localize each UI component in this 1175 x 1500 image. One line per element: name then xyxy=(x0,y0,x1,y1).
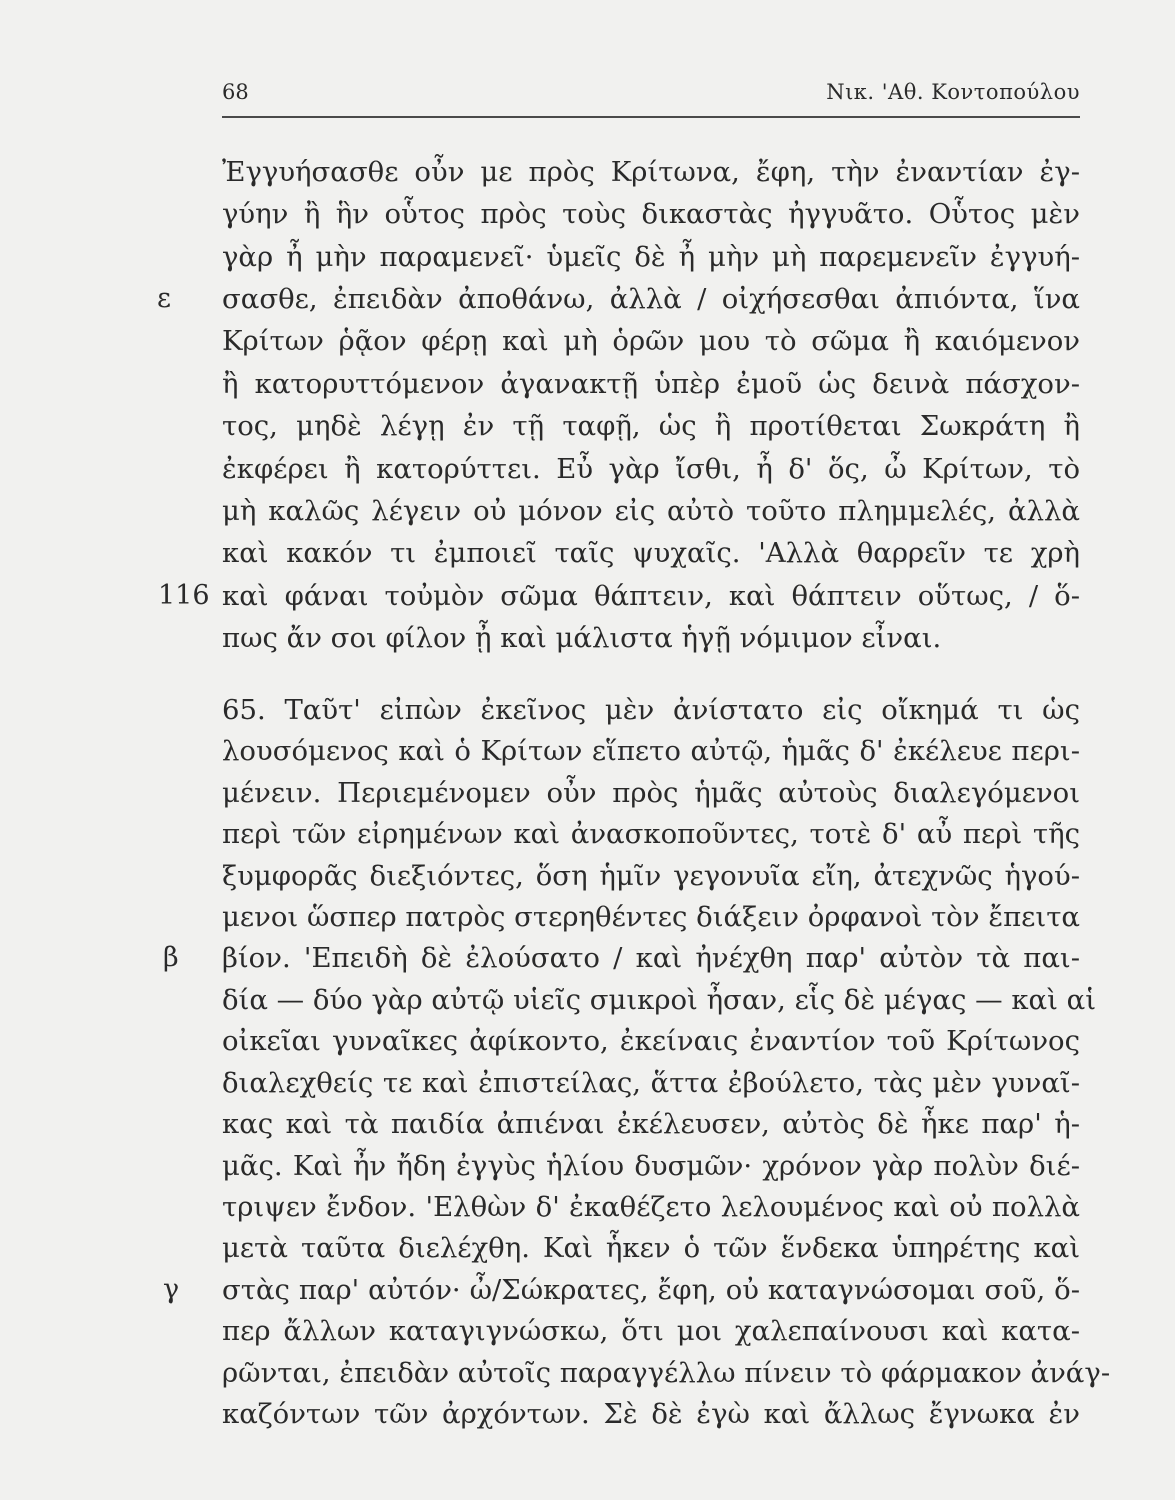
text-line: καὶ κακόν τι ἐμποιεῖ ταῖς ψυχαῖς. 'Αλλὰ θαρρεῖν τε χρὴ xyxy=(222,537,1080,569)
text-line: τριψεν ἔνδον. 'Ελθὼν δ' ἐκαθέζετο λελουμένος καὶ οὐ πολλὰ xyxy=(222,1191,1080,1223)
section-65-first-line: 65. Ταῦτ' εἰπὼν ἐκεῖνος μὲν ἀνίστατο εἰς οἴκημά τι ὡς xyxy=(222,694,1080,726)
text-line: στὰς παρ' αὐτόν· ὦ/Σώκρατες, ἔφη, οὐ καταγνώσομαι σοῦ, ὅ- xyxy=(222,1274,1080,1306)
text-line: διαλεχθείς τε καὶ ἐπιστείλας, ἅττα ἐβούλετο, τὰς μὲν γυναῖ- xyxy=(222,1067,1080,1099)
text-line: τος, μηδὲ λέγῃ ἐν τῇ ταφῇ, ὡς ἢ προτίθεται Σωκράτη ἢ xyxy=(222,410,1080,442)
text-line: ρῶνται, ἐπειδὰν αὐτοῖς παραγγέλλω πίνειν τὸ φάρμακον ἀνάγ- xyxy=(222,1357,1111,1389)
text-line: ἢ κατορυττόμενον ἀγανακτῇ ὑπὲρ ἐμοῦ ὡς δεινὰ πάσχον- xyxy=(222,368,1080,400)
margin-ref-e: ε xyxy=(157,283,171,314)
text-line: γὰρ ἦ μὴν παραμενεῖ· ὑμεῖς δὲ ἦ μὴν μὴ παρεμενεῖν ἐγγυή- xyxy=(222,241,1080,273)
text-line: μετὰ ταῦτα διελέχθη. Καὶ ἧκεν ὁ τῶν ἕνδεκα ὑπηρέτης καὶ xyxy=(222,1232,1080,1264)
text-line: μενοι ὥσπερ πατρὸς στερηθέντες διάξειν ὀρφανοὶ τὸν ἔπειτα xyxy=(222,901,1080,933)
margin-ref-116: 116 xyxy=(158,580,210,611)
page-header xyxy=(222,80,1080,116)
text-line: Κρίτων ῥᾷον φέρῃ καὶ μὴ ὁρῶν μου τὸ σῶμα ἢ καιόμενον xyxy=(222,325,1080,357)
text-line: κας καὶ τὰ παιδία ἀπιέναι ἐκέλευσεν, αὐτὸς δὲ ἧκε παρ' ἡ- xyxy=(222,1108,1080,1140)
text-line: ξυμφορᾶς διεξιόντες, ὅση ἡμῖν γεγονυῖα εἴη, ἀτεχνῶς ἡγού- xyxy=(222,860,1080,892)
text-line: λουσόμενος καὶ ὁ Κρίτων εἵπετο αὐτῷ, ἡμᾶς δ' ἐκέλευε περι- xyxy=(222,735,1080,767)
text-line: περὶ τῶν εἰρημένων καὶ ἀνασκοποῦντες, τοτὲ δ' αὖ περὶ τῆς xyxy=(222,818,1080,850)
text-line: καὶ φάναι τοὐμὸν σῶμα θάπτειν, καὶ θάπτειν οὕτως, / ὅ- xyxy=(222,580,1080,612)
text-line: ἐκφέρει ἢ κατορύττει. Εὖ γὰρ ἴσθι, ἦ δ' ὅς, ὦ Κρίτων, τὸ xyxy=(222,453,1080,485)
text-line: οἰκεῖαι γυναῖκες ἀφίκοντο, ἐκείναις ἐναντίον τοῦ Κρίτωνος xyxy=(222,1025,1080,1057)
text-line: δία — δύο γὰρ αὐτῷ υἱεῖς σμικροὶ ἦσαν, εἷς δὲ μέγας — καὶ αἱ xyxy=(222,984,1096,1016)
page-number: 68 xyxy=(222,80,249,104)
text-line: μένειν. Περιεμένομεν οὖν πρὸς ἡμᾶς αὐτοὺς διαλεγόμενοι xyxy=(222,777,1080,809)
margin-ref-g: γ xyxy=(163,1274,180,1305)
text-line: μὴ καλῶς λέγειν οὐ μόνον εἰς αὐτὸ τοῦτο πλημμελές, ἀλλὰ xyxy=(222,495,1080,527)
text-line: γύην ἢ ἣν οὗτος πρὸς τοὺς δικαστὰς ἠγγυᾶτο. Οὗτος μὲν xyxy=(222,198,1080,230)
text-line: καζόντων τῶν ἀρχόντων. Σὲ δὲ ἐγὼ καὶ ἄλλως ἔγνωκα ἐν xyxy=(222,1398,1080,1430)
text-line: Ἐγγυήσασθε οὖν με πρὸς Κρίτωνα, ἔφη, τὴν ἐναντίαν ἐγ- xyxy=(222,156,1080,188)
text-line: βίον. 'Επειδὴ δὲ ἐλούσατο / καὶ ἠνέχθη παρ' αὐτὸν τὰ παι- xyxy=(222,942,1080,974)
header-rule xyxy=(222,116,1080,118)
text-line: μᾶς. Καὶ ἦν ἤδη ἐγγὺς ἡλίου δυσμῶν· χρόνον γὰρ πολὺν διέ- xyxy=(222,1150,1080,1182)
text-line: πως ἄν σοι φίλον ᾖ καὶ μάλιστα ἡγῇ νόμιμον εἶναι. xyxy=(222,622,942,654)
margin-ref-b: β xyxy=(163,942,179,973)
running-title: Νικ. 'Αθ. Κοντοπούλου xyxy=(826,80,1080,104)
text-line: σασθε, ἐπειδὰν ἀποθάνω, ἀλλὰ / οἰχήσεσθαι ἀπιόντα, ἵνα xyxy=(222,283,1080,315)
text-line: περ ἄλλων καταγιγνώσκω, ὅτι μοι χαλεπαίνουσι καὶ κατα- xyxy=(222,1315,1080,1347)
